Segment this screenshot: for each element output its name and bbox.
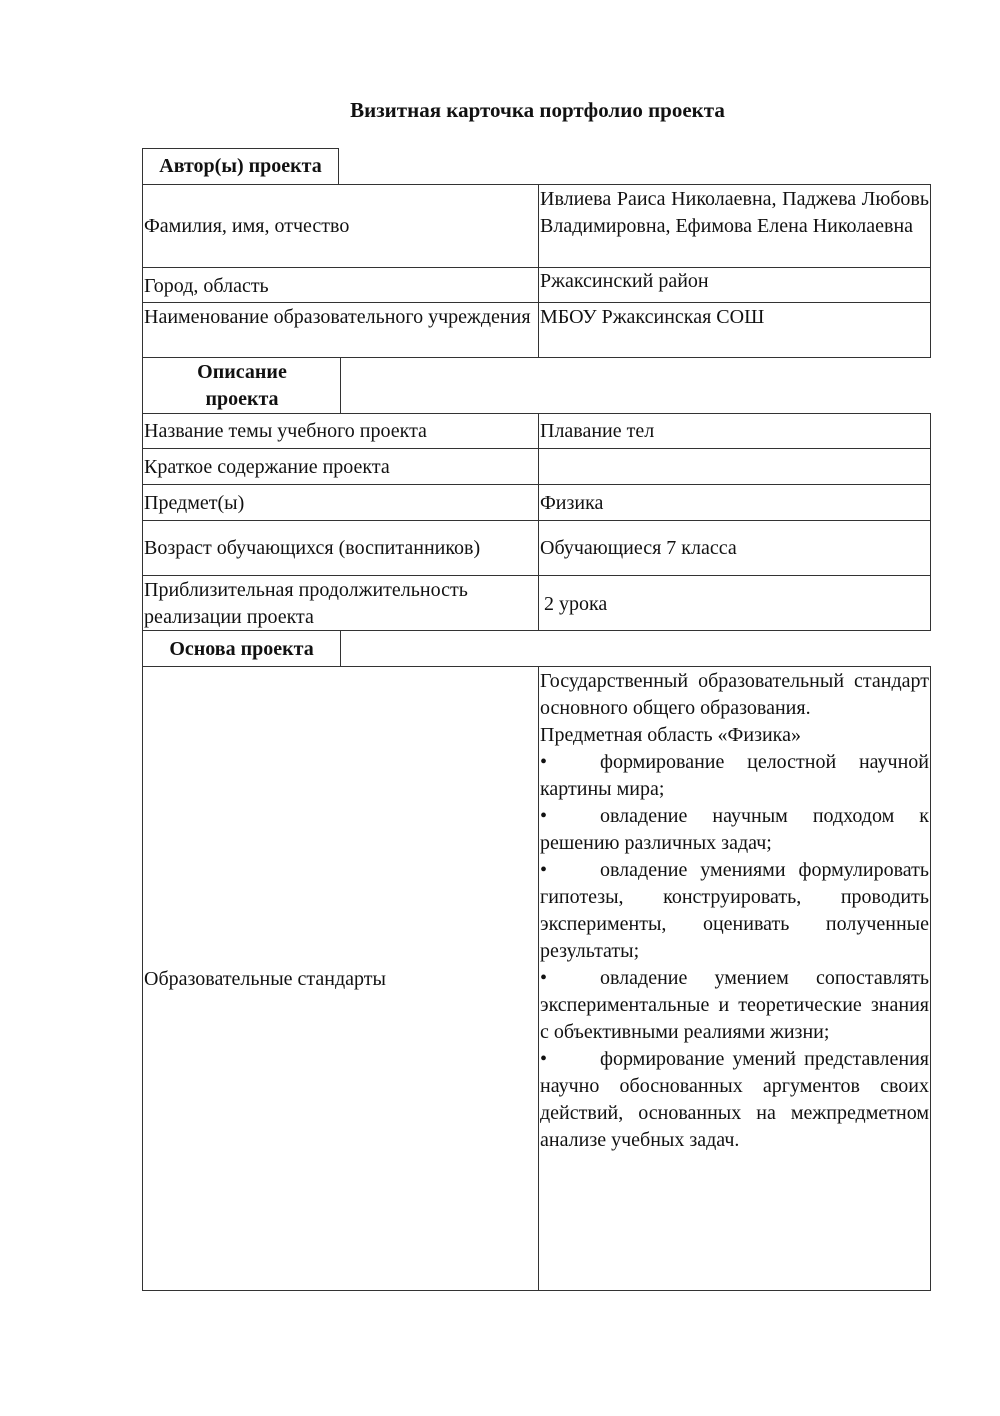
bullet-icon: • <box>540 805 548 827</box>
description-header: Описание проекта <box>197 361 287 410</box>
list-item: • формирование умений представления научно обоснованных аргументов своих действий, основанных на межпредметном анализе учебных задач. <box>540 1048 929 1151</box>
bullet-icon: • <box>540 751 548 773</box>
table-row-label: Название темы учебного проекта <box>144 420 427 442</box>
list-item: • овладение умениями формулировать гипотезы, конструировать, проводить эксперименты, оценивать полученные результаты; <box>540 859 929 962</box>
standards-content <box>539 668 930 1268</box>
bullet-icon: • <box>540 859 548 881</box>
table-row-value: Ржаксинский район <box>540 270 709 292</box>
bullet-icon: • <box>540 967 548 989</box>
table-row-value: Плавание тел <box>540 420 655 442</box>
authors-header: Автор(ы) проекта <box>159 155 322 177</box>
authors-names: Ивлиева Раиса Николаевна, Паджева Любовь Владимировна, Ефимова Елена Николаевна <box>540 188 929 237</box>
table-row-value <box>539 450 930 484</box>
table-row-label: Краткое содержание проекта <box>144 455 390 478</box>
table-row-label: Наименование образовательного учреждения <box>144 306 531 328</box>
list-item: • формирование целостной научной картины мира; <box>540 751 929 800</box>
basis-header: Основа проекта <box>169 638 314 660</box>
table-row-value <box>539 186 930 267</box>
list-item: • овладение научным подходом к решению различных задач; <box>540 805 929 854</box>
table-row-label: Приблизительная продолжительность реализации проекта <box>144 579 468 628</box>
table-row-value: 2 урока <box>544 592 608 615</box>
page-title: Визитная карточка портфолио проекта <box>350 98 725 122</box>
standards-area: Предметная область «Физика» <box>540 724 801 746</box>
list-item: • овладение умением сопоставлять экспериментальные и теоретические знания с объективными реалиями жизни; <box>540 967 929 1043</box>
table-row-label: Образовательные стандарты <box>144 968 386 990</box>
table-row-value: МБОУ Ржаксинская СОШ <box>540 306 765 328</box>
table-row-label: Город, область <box>144 274 269 297</box>
table-row-value: Физика <box>540 491 604 514</box>
table-row-label: Предмет(ы) <box>144 491 245 514</box>
bullet-icon: • <box>540 1048 548 1070</box>
table-row-label: Фамилия, имя, отчество <box>144 215 350 237</box>
table-row-label: Возраст обучающихся (воспитанников) <box>144 537 481 559</box>
standards-intro: Государственный образовательный стандарт основного общего образования. <box>540 670 929 719</box>
table-row-value: Обучающиеся 7 класса <box>540 537 737 559</box>
